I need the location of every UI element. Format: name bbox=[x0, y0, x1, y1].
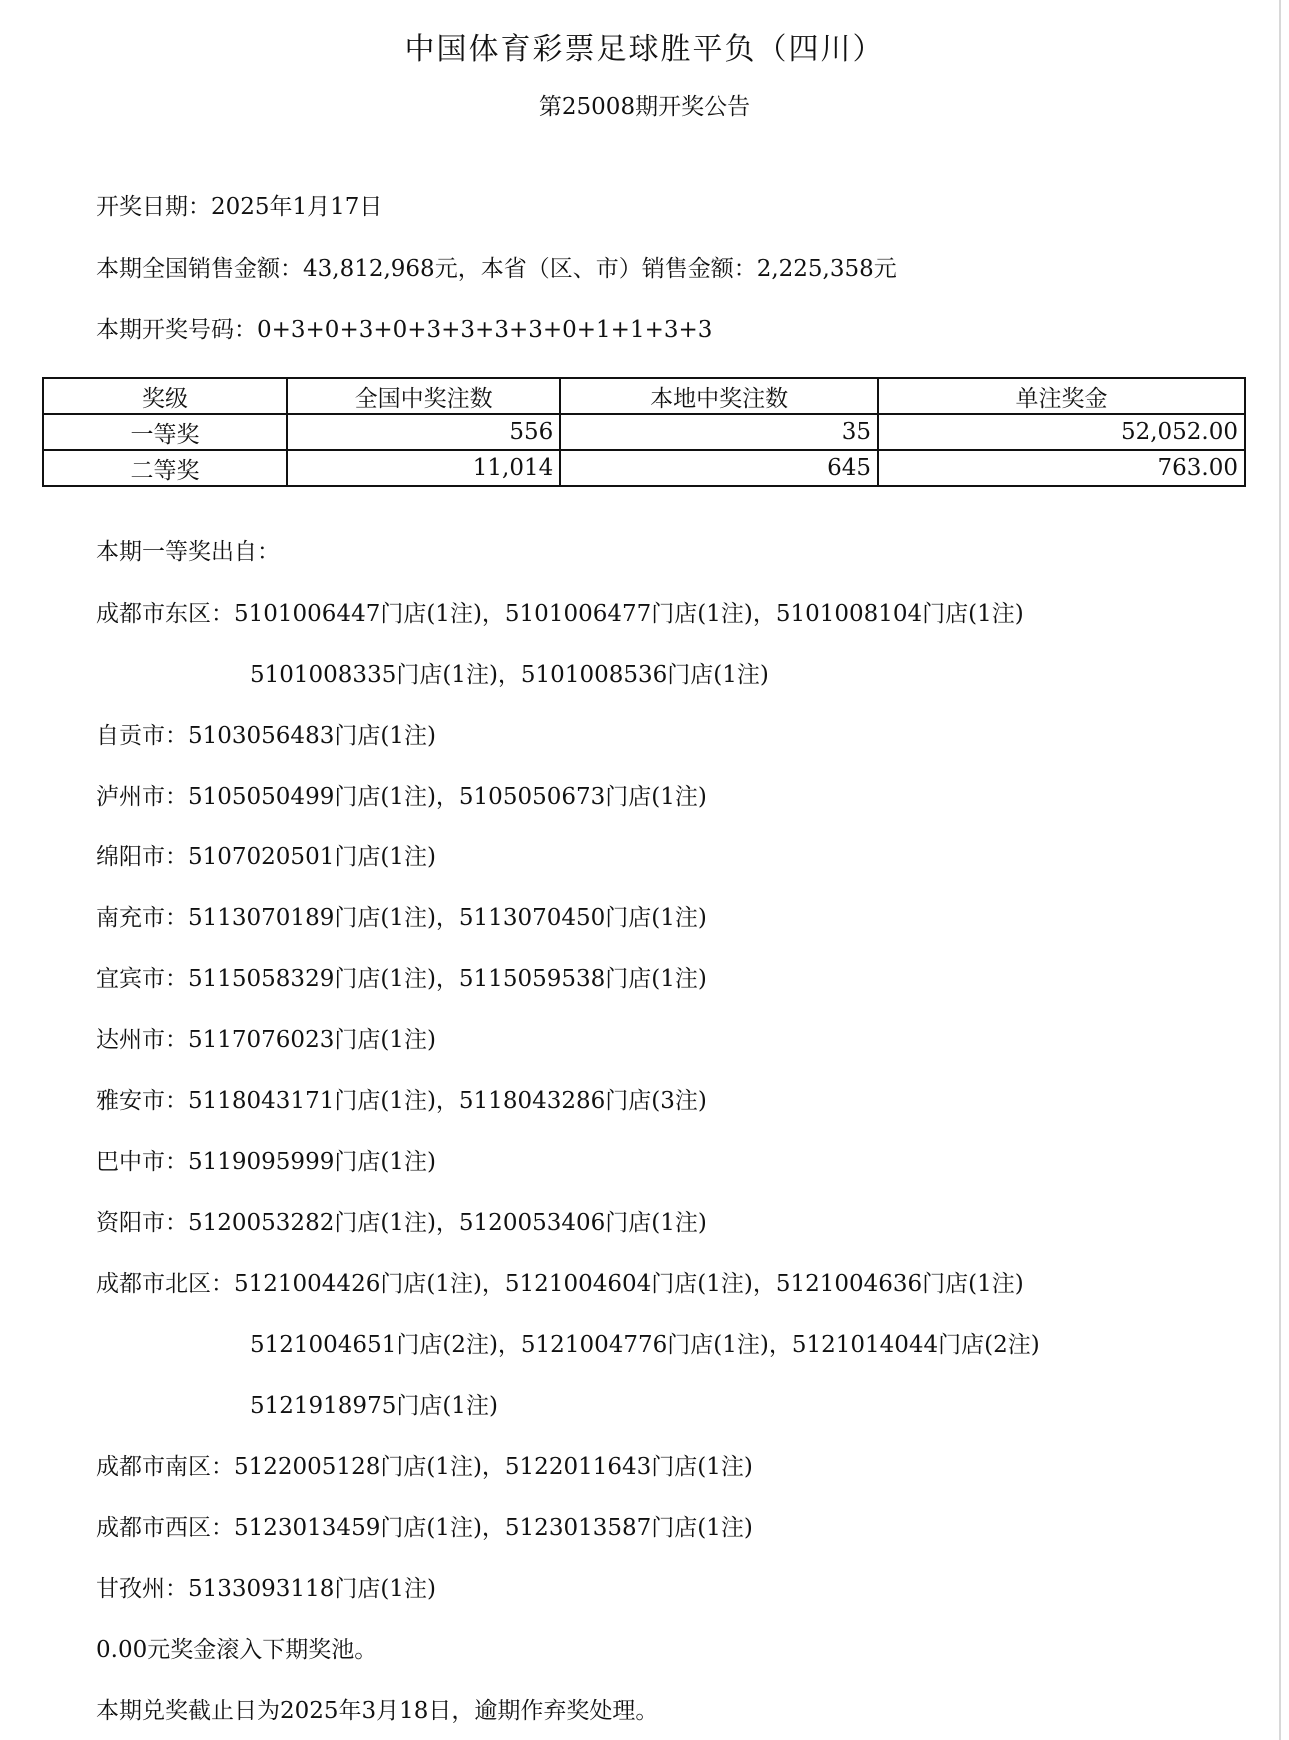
cell-prize-amount: 763.00 bbox=[878, 450, 1245, 486]
store-list: 5118043171门店(1注)，5118043286门店(3注) bbox=[188, 1088, 707, 1114]
region-line bbox=[96, 1570, 436, 1603]
store-list: 5107020501门店(1注) bbox=[188, 844, 436, 870]
region-line bbox=[96, 1448, 753, 1481]
cell-local-winners: 645 bbox=[560, 450, 878, 486]
draw-date: 2025年1月17日 bbox=[211, 194, 383, 220]
region-label: 成都市北区： bbox=[96, 1271, 234, 1297]
draw-date-line bbox=[96, 188, 382, 221]
store-list: 5117076023门店(1注) bbox=[188, 1027, 436, 1053]
cell-national-winners: 556 bbox=[287, 414, 560, 450]
region-label: 成都市南区： bbox=[96, 1454, 234, 1480]
result-numbers: 0+3+0+3+0+3+3+3+3+0+1+1+3+3 bbox=[257, 317, 713, 343]
store-list: 5121004651门店(2注)，5121004776门店(1注)，5121014044门店(2注) bbox=[250, 1332, 1040, 1358]
result-line bbox=[96, 311, 712, 344]
region-line bbox=[96, 838, 436, 871]
header-national-winners: 全国中奖注数 bbox=[287, 378, 560, 414]
store-list: 5113070189门店(1注)，5113070450门店(1注) bbox=[188, 905, 707, 931]
store-list: 5105050499门店(1注)，5105050673门店(1注) bbox=[188, 784, 707, 810]
region-line bbox=[96, 1021, 436, 1054]
region-label: 资阳市： bbox=[96, 1210, 188, 1236]
region-line bbox=[96, 778, 707, 811]
header-local-winners: 本地中奖注数 bbox=[560, 378, 878, 414]
region-line bbox=[96, 595, 1024, 628]
winners-intro: 本期一等奖出自： bbox=[96, 539, 280, 565]
region-label: 成都市东区： bbox=[96, 601, 234, 627]
draw-date-label: 开奖日期： bbox=[96, 194, 211, 220]
cell-national-winners: 11,014 bbox=[287, 450, 560, 486]
cell-prize-level: 二等奖 bbox=[43, 450, 287, 486]
store-list: 5122005128门店(1注)，5122011643门店(1注) bbox=[234, 1454, 753, 1480]
store-list: 5101008335门店(1注)，5101008536门店(1注) bbox=[250, 662, 769, 688]
region-label: 宜宾市： bbox=[96, 966, 188, 992]
store-list: 5120053282门店(1注)，5120053406门店(1注) bbox=[188, 1210, 707, 1236]
header-prize-amount: 单注奖金 bbox=[878, 378, 1245, 414]
region-label: 成都市西区： bbox=[96, 1515, 234, 1541]
page-edge bbox=[1279, 0, 1281, 1740]
store-list: 5133093118门店(1注) bbox=[188, 1576, 436, 1602]
store-list: 5121004426门店(1注)，5121004604门店(1注)，5121004636门店(1注) bbox=[234, 1271, 1024, 1297]
region-line bbox=[96, 960, 707, 993]
store-list: 5119095999门店(1注) bbox=[188, 1149, 436, 1175]
result-label: 本期开奖号码： bbox=[96, 317, 257, 343]
page-subtitle: 第25008期开奖公告 bbox=[538, 94, 751, 120]
table-header-row bbox=[43, 378, 1245, 414]
region-line bbox=[96, 1204, 707, 1237]
prize-table bbox=[42, 377, 1246, 487]
region-line bbox=[96, 1265, 1024, 1298]
region-line bbox=[96, 717, 436, 750]
region-label: 雅安市： bbox=[96, 1088, 188, 1114]
region-label: 南充市： bbox=[96, 905, 188, 931]
table-row bbox=[43, 450, 1245, 486]
store-list: 5103056483门店(1注) bbox=[188, 723, 436, 749]
rollover-note: 0.00元奖金滚入下期奖池。 bbox=[96, 1637, 378, 1663]
store-list: 5115058329门店(1注)，5115059538门店(1注) bbox=[188, 966, 707, 992]
cell-prize-level: 一等奖 bbox=[43, 414, 287, 450]
store-list: 5123013459门店(1注)，5123013587门店(1注) bbox=[234, 1515, 753, 1541]
region-label: 绵阳市： bbox=[96, 844, 188, 870]
region-line bbox=[96, 1143, 436, 1176]
cell-local-winners: 35 bbox=[560, 414, 878, 450]
page-title: 中国体育彩票足球胜平负（四川） bbox=[404, 32, 885, 67]
deadline-note: 本期兑奖截止日为2025年3月18日，逾期作弃奖处理。 bbox=[96, 1698, 659, 1724]
region-line bbox=[96, 899, 707, 932]
store-list: 5121918975门店(1注) bbox=[250, 1393, 498, 1419]
table-row bbox=[43, 414, 1245, 450]
header-prize-level: 奖级 bbox=[43, 378, 287, 414]
region-label: 自贡市： bbox=[96, 723, 188, 749]
region-label: 达州市： bbox=[96, 1027, 188, 1053]
region-label: 泸州市： bbox=[96, 784, 188, 810]
region-label: 巴中市： bbox=[96, 1149, 188, 1175]
store-list: 5101006447门店(1注)，5101006477门店(1注)，5101008104门店(1注) bbox=[234, 601, 1024, 627]
region-line bbox=[96, 1082, 707, 1115]
sales-line: 本期全国销售金额：43,812,968元，本省（区、市）销售金额：2,225,358元 bbox=[96, 256, 897, 282]
cell-prize-amount: 52,052.00 bbox=[878, 414, 1245, 450]
region-line bbox=[96, 1509, 753, 1542]
region-label: 甘孜州： bbox=[96, 1576, 188, 1602]
